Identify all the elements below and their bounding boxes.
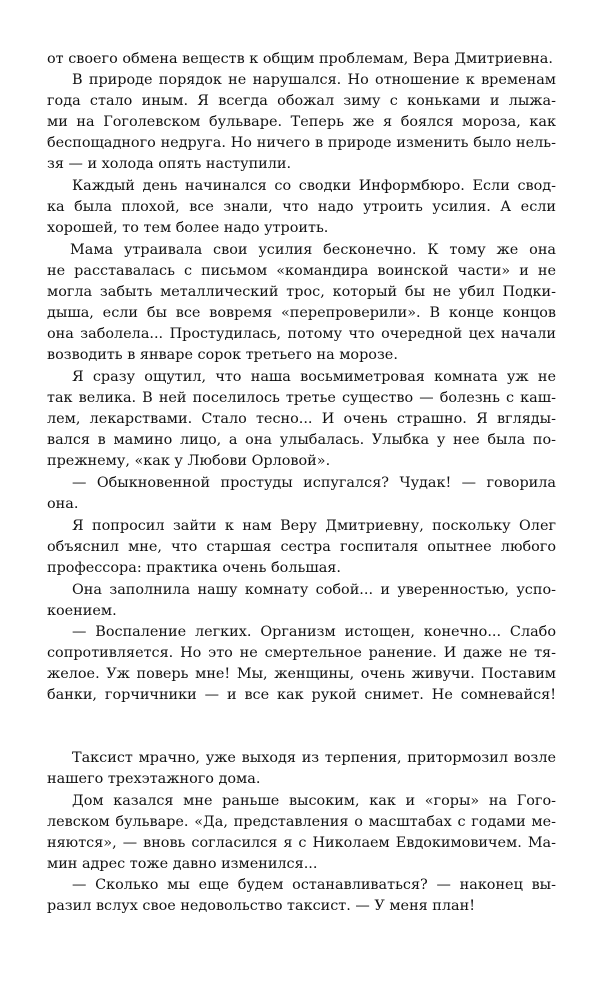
text-line: возводить в январе сорок третьего на морозе.: [47, 347, 398, 363]
text-line: В природе порядок не нарушался. Но отношение к временам: [72, 72, 556, 88]
text-line: хорошей, то тем более надо утроить.: [47, 220, 329, 236]
text-line: нашего трехэтажного дома.: [47, 771, 261, 787]
text-line: от своего обмена веществ к общим проблемам, Вера Дмитриевна.: [47, 51, 553, 67]
text-line: коением.: [47, 603, 117, 619]
text-line: желое. Уж поверь мне! Мы, женщины, очень живучи. Поставим: [47, 666, 556, 682]
text-line: года стало иным. Я всегда обожал зиму с коньками и лыжа-: [47, 93, 556, 109]
text-line: она заболела... Простудилась, потому что очередной цех начали: [47, 326, 556, 342]
text-line: сопротивляется. Но это не смертельное ранение. И даже не тя-: [47, 645, 556, 661]
text-line: разил вслух свое недовольство таксист. — У меня план!: [47, 898, 475, 914]
text-line: беспощадного недруга. Но ничего в природе изменить было нель-: [47, 135, 556, 151]
text-line: не расставалась с письмом «командира воинской части» и не: [47, 263, 556, 279]
text-line: Я попросил зайти к нам Веру Дмитриевну, поскольку Олег: [72, 518, 556, 534]
text-line: прежнему, «как у Любови Орловой».: [47, 453, 331, 469]
text-line: Я сразу ощутил, что наша восьмиметровая комната уж не: [72, 369, 556, 385]
text-line: Она заполнила нашу комнату собой... и уверенностью, успо-: [72, 582, 556, 598]
text-line: могла забыть металлический трос, который бы не убил Подки-: [47, 284, 556, 300]
text-line: мин адрес тоже давно изменился...: [47, 856, 318, 872]
text-line: дыша, если бы все вовремя «перепроверили». В конце концов: [47, 305, 556, 321]
text-line: няются», — вновь согласился я с Николаем Евдокимовичем. Ма-: [47, 835, 556, 851]
text-line: лем, лекарствами. Стало тесно... И очень страшно. Я вгляды-: [47, 411, 556, 427]
text-line: Каждый день начинался со сводки Информбюро. Если свод-: [72, 178, 556, 194]
text-line: — Обыкновенной простуды испугался? Чудак! — говорила: [72, 475, 556, 491]
text-line: Дом казался мне раньше высоким, как и «горы» на Гого-: [72, 793, 556, 809]
text-line: — Сколько мы еще будем останавливаться? — наконец вы-: [72, 877, 556, 893]
text-line: банки, горчичники — и все как рукой снимет. Не сомневайся!: [47, 687, 556, 703]
text-line: Мама утраивала свои усилия бесконечно. К тому же она: [70, 242, 556, 258]
text-line: ми на Гоголевском бульваре. Теперь же я боялся мороза, как: [47, 114, 556, 130]
text-line: профессора: практика очень большая.: [47, 560, 341, 576]
text-line: ка была плохой, все знали, что надо утроить усилия. А если: [47, 199, 556, 215]
text-line: левском бульваре. «Да, представления о масштабах с годами ме-: [47, 814, 556, 830]
text-line: зя — и холода опять наступили.: [47, 156, 292, 172]
text-line: вался в мамино лицо, а она улыбалась. Улыбка у нее была по-: [47, 432, 556, 448]
text-line: так велика. В ней поселилось третье существо — болезнь с каш-: [47, 390, 556, 406]
text-line: Таксист мрачно, уже выходя из терпения, притормозил возле: [72, 750, 556, 766]
text-line: — Воспаление легких. Организм истощен, конечно... Слабо: [72, 624, 556, 640]
text-line: она.: [47, 496, 79, 512]
text-line: объяснил мне, что старшая сестра госпиталя опытнее любого: [47, 539, 556, 555]
